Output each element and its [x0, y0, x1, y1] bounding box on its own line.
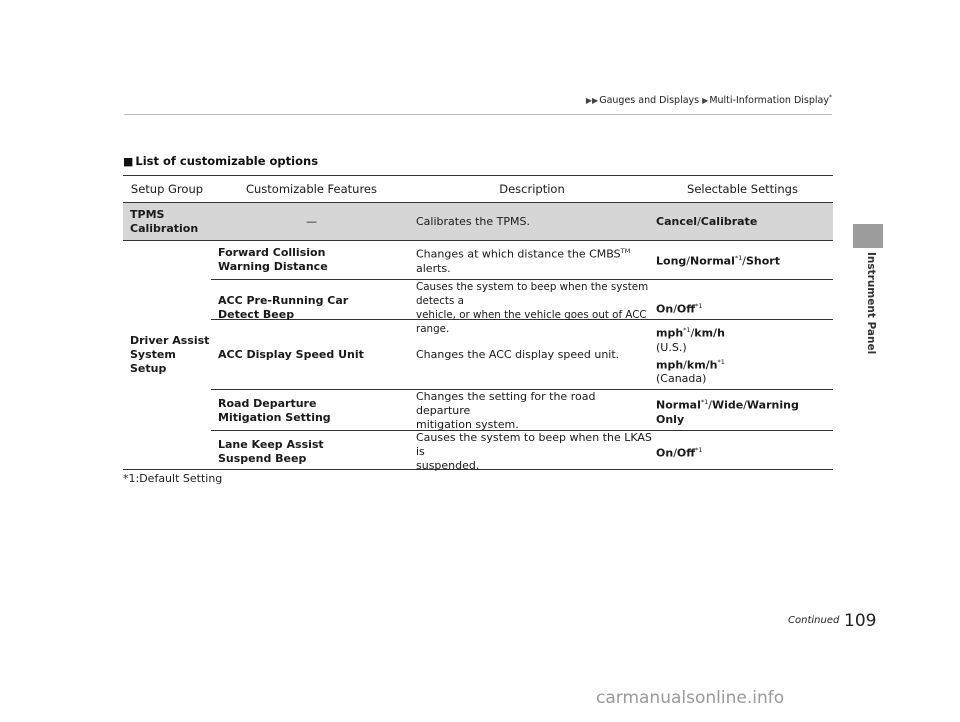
group-line: Calibration	[130, 221, 199, 235]
header-description: Description	[499, 182, 565, 196]
description-line: suspended.	[416, 459, 480, 472]
feature-line: Road Departure	[218, 397, 317, 410]
setting-option: mph	[656, 326, 684, 340]
setting-option: Warning	[746, 398, 799, 412]
triangle-right-icon: ▶	[702, 96, 709, 106]
description-line: Causes the system to beep when the system detects a	[416, 281, 649, 307]
setting-option: km/h	[694, 326, 725, 340]
group-line: Setup	[130, 362, 167, 375]
group-line: System	[130, 348, 176, 361]
customizable-options-table	[123, 175, 833, 470]
driver-assist-rows	[211, 241, 833, 472]
footnote-mark: *1	[695, 302, 703, 311]
group-tpms	[123, 208, 211, 236]
description-cell	[412, 280, 652, 336]
setting-option: Cancel	[656, 215, 698, 228]
setting-option: Long	[656, 254, 687, 268]
watermark: carmanualsonline.info	[596, 688, 785, 708]
setting-option: Short	[745, 254, 780, 268]
feature-cell: ACC Display Speed Unit	[218, 347, 364, 361]
setting-option: On	[656, 446, 674, 460]
page-number: 109	[844, 611, 877, 631]
feature-line: Detect Beep	[218, 308, 295, 321]
footnote-mark: *1	[700, 398, 709, 407]
feature-cell	[211, 438, 412, 466]
settings-cell: mph$^{*1}$/km/h (U.S.) mph/$km/h^{*1}$ (Canada)	[656, 325, 725, 386]
setting-option: km/h	[686, 358, 718, 372]
settings-cell: Long/Normal$^{*1}$/Short	[656, 254, 780, 268]
setting-option: Normal	[656, 398, 701, 412]
trademark-mark: TM	[620, 247, 631, 256]
settings-cell: On/Off$^{*1}$	[656, 446, 703, 460]
feature-line: Lane Keep Assist	[218, 438, 324, 451]
square-bullet-icon: ■	[123, 155, 134, 168]
setting-option: Off	[676, 302, 696, 316]
breadcrumb	[586, 94, 832, 106]
setting-option: Normal	[690, 254, 735, 268]
table-row	[211, 430, 833, 472]
footnote-mark: *1	[717, 357, 725, 366]
header-settings: Selectable Settings	[687, 182, 798, 196]
description-line: vehicle, or when the vehicle goes out of ACC range.	[416, 309, 647, 335]
separator: /	[697, 215, 701, 228]
description-cell	[412, 244, 652, 276]
feature-cell	[211, 246, 412, 274]
header-setup-group: Setup Group	[130, 182, 204, 196]
feature-line: Warning Distance	[218, 260, 328, 273]
setting-option: Calibrate	[700, 215, 758, 228]
description-text: alerts.	[416, 261, 451, 275]
triangle-right-icon: ▶▶	[585, 96, 599, 106]
feature-tpms: —	[306, 215, 317, 228]
section-title	[123, 154, 318, 168]
table-row	[211, 389, 833, 430]
footnote-mark: *1	[695, 446, 703, 455]
section-title-text: List of customizable options	[135, 154, 319, 168]
region-label: (U.S.)	[656, 340, 687, 354]
description-line: mitigation system.	[416, 418, 519, 431]
settings-cell: Normal$^{*1}$/Wide/Warning Only	[656, 398, 799, 426]
table-header	[123, 175, 833, 202]
description-cell	[412, 431, 652, 473]
group-driver-assist	[123, 241, 211, 469]
feature-line: ACC Pre-Running Car	[218, 294, 349, 307]
chapter-tab	[853, 224, 883, 248]
settings-tpms	[652, 215, 833, 228]
group-line: TPMS	[130, 207, 165, 221]
footnote-mark: *1	[683, 325, 691, 334]
feature-line: Suspend Beep	[218, 452, 307, 465]
driver-assist-group	[123, 241, 833, 470]
setting-option: Only	[656, 412, 685, 426]
setting-option: Wide	[711, 398, 744, 412]
description-text: Changes at which distance the CMBS	[416, 247, 621, 261]
feature-cell	[211, 294, 412, 322]
footnote-mark: *1	[734, 254, 743, 263]
description-line: Changes the setting for the road departure	[416, 390, 596, 417]
chapter-label: Instrument Panel	[865, 252, 877, 355]
description-cell: Changes the ACC display speed unit.	[416, 347, 620, 361]
footnote: *1:Default Setting	[123, 472, 223, 485]
feature-line: Forward Collision	[218, 246, 326, 259]
settings-cell: On/Off$^{*1}$	[656, 302, 703, 316]
setting-option: Off	[676, 446, 696, 460]
continued-label: Continued	[788, 615, 840, 626]
breadcrumb-mark: *	[829, 94, 832, 101]
description-line: Causes the system to beep when the LKAS is	[416, 431, 652, 458]
feature-line: Mitigation Setting	[218, 411, 331, 424]
breadcrumb-part2: Multi-Information Display	[709, 95, 829, 107]
setting-option: mph	[656, 358, 684, 372]
description-cell	[412, 390, 652, 432]
header-rule	[124, 114, 832, 115]
region-label: (Canada)	[656, 372, 707, 386]
table-row-tpms	[123, 202, 833, 241]
breadcrumb-part1: Gauges and Displays	[599, 95, 700, 107]
setting-option: On	[656, 302, 674, 316]
header-features: Customizable Features	[245, 182, 377, 196]
feature-cell	[211, 397, 412, 425]
description-tpms: Calibrates the TPMS.	[416, 215, 530, 228]
table-row	[211, 241, 833, 279]
group-line: Driver Assist	[130, 334, 210, 347]
